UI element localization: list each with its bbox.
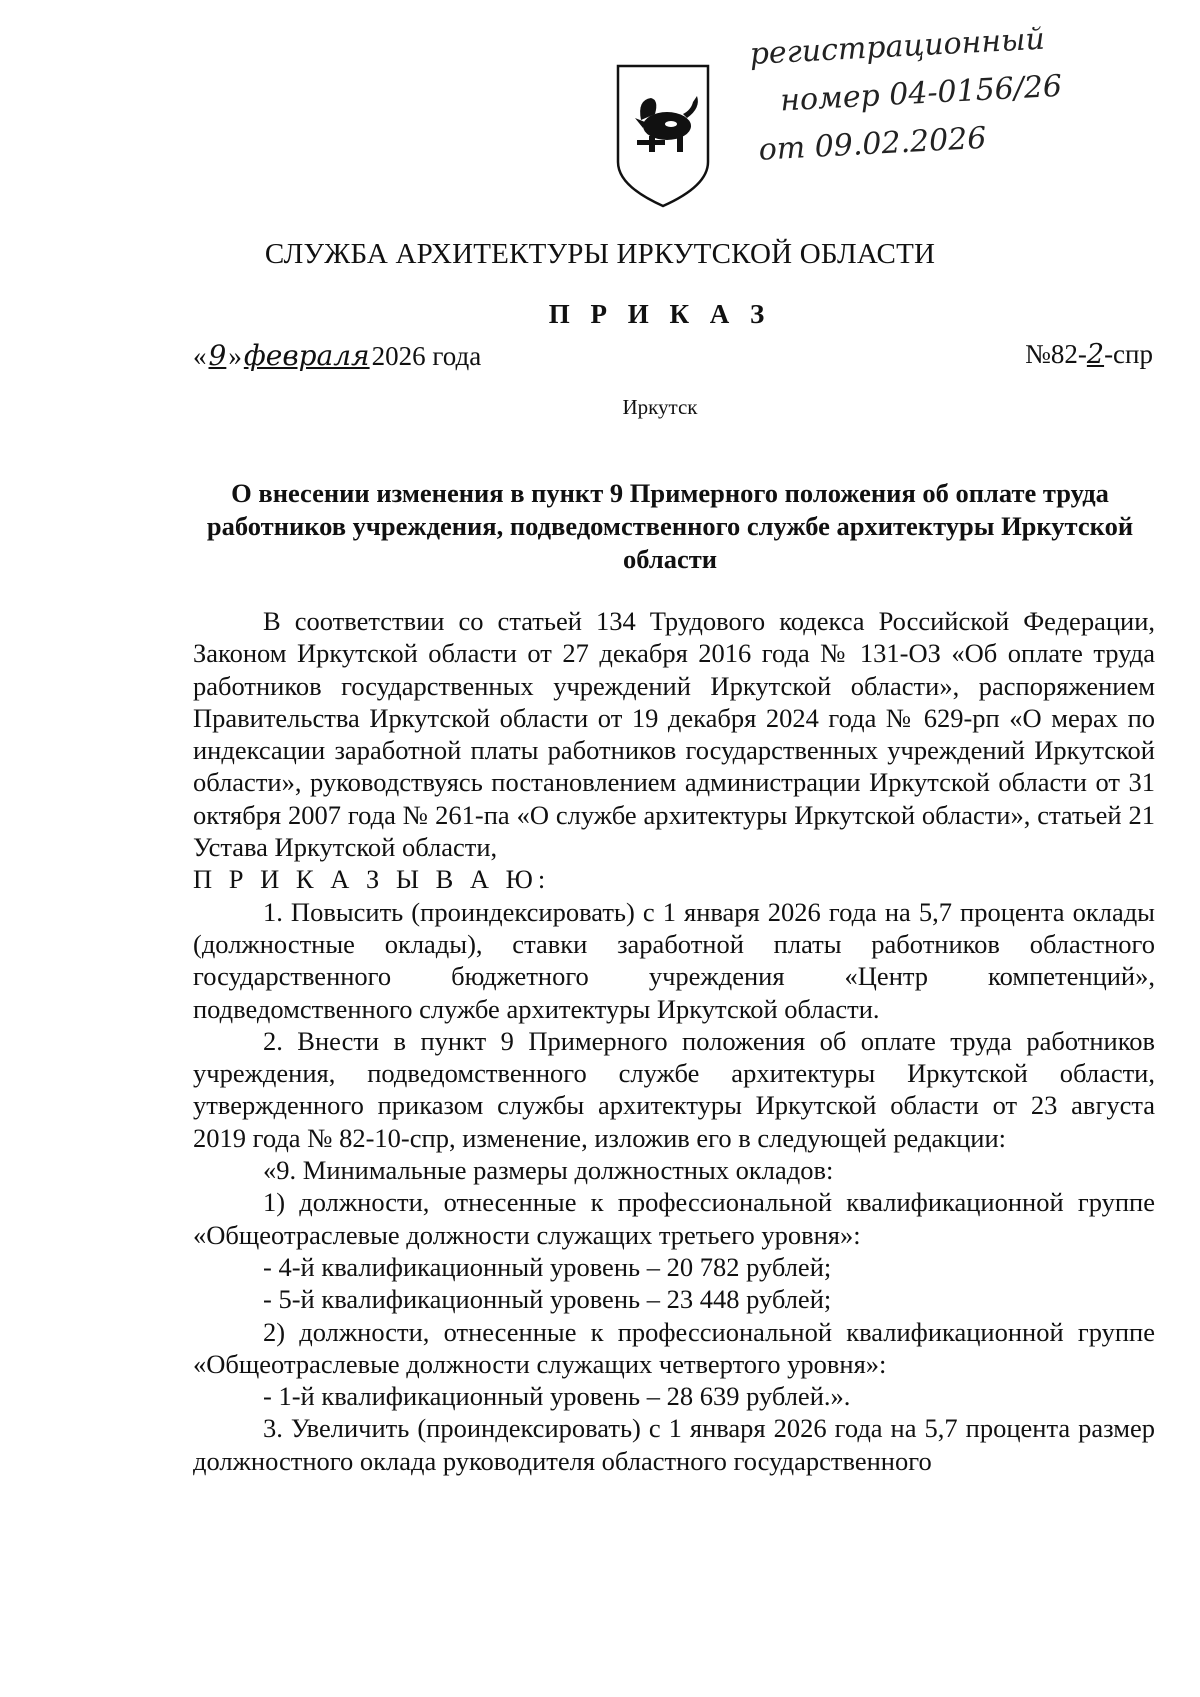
subitem-9-1: 1) должности, отнесенные к профессиональной квалификационной группе «Общеотраслевые должности служащих третьего уровня»: bbox=[193, 1187, 1155, 1250]
document-body bbox=[193, 605, 1155, 1477]
order-number-prefix: №82- bbox=[1025, 339, 1087, 369]
subitem-9-1-level-5: - 5-й квалификационный уровень – 23 448 рублей; bbox=[263, 1284, 832, 1315]
coat-of-arms-icon bbox=[615, 62, 711, 210]
subitem-9-2: 2) должности, отнесенные к профессиональной квалификационной группе «Общеотраслевые должности служащих четвертого уровня»: bbox=[193, 1316, 1155, 1379]
date-open-quote: « bbox=[193, 341, 207, 371]
order-number bbox=[1025, 339, 1153, 370]
registration-note-line: регистрационный bbox=[748, 21, 1046, 73]
preamble-paragraph: В соответствии со статьей 134 Трудового кодекса Российской Федерации, Законом Иркутской области от 27 декабря 2016 года № 131-ОЗ «Об оплате труда работников государственных учреждений Иркутской области», распоряжением Правительства Иркутской области от 19 декабря 2024 года № 629-рп «О мерах по индексации заработной платы работников государственных учреждений Иркутской области», руководствуясь постановлением администрации Иркутской области от 31 октября 2007 года № 261-па «О службе архитектуры Иркутской области», статьей 21 Устава Иркутской области, bbox=[193, 606, 1155, 863]
city-name: Иркутск bbox=[622, 395, 698, 419]
order-number-suffix: -спр bbox=[1104, 339, 1153, 369]
order-item-1: 1. Повысить (проиндексировать) с 1 января 2026 года на 5,7 процента оклады (должностные оклады), ставки заработной платы работников областного государственного бюджетного учреждения «Центр компетенций», подведомственного службе архитектуры Иркутской области. bbox=[193, 896, 1155, 1024]
document-type: П Р И К А З bbox=[548, 299, 772, 329]
order-item-2: 2. Внести в пункт 9 Примерного положения об оплате труда работников учреждения, подведомственного службе архитектуры Иркутской области, утвержденного приказом службы архитектуры Иркутской области от 23 августа 2019 года № 82-10-спр, изменение, изложив его в следующей редакции: bbox=[193, 1025, 1155, 1153]
date-day: 9 bbox=[208, 339, 227, 372]
date-year: 2026 года bbox=[371, 341, 482, 371]
subitem-9-1-level-4: - 4-й квалификационный уровень – 20 782 рублей; bbox=[263, 1251, 832, 1282]
order-number-handwritten: 2 bbox=[1086, 339, 1105, 370]
order-item-3: 3. Увеличить (проиндексировать) с 1 января 2026 года на 5,7 процента размер должностного оклада руководителя областного государственного bbox=[193, 1413, 1155, 1476]
registration-note-line: от 09.02.2026 bbox=[757, 120, 988, 168]
registration-handwritten-note bbox=[749, 9, 1176, 175]
date-close-quote: » bbox=[228, 341, 242, 371]
subitem-9-2-level-1: - 1-й квалификационный уровень – 28 639 рублей.». bbox=[263, 1381, 851, 1412]
date-number-row bbox=[193, 339, 1153, 379]
document-title: О внесении изменения в пункт 9 Примерного положения об оплате труда работников учреждения, подведомственного службе архитектуры Иркутской области bbox=[206, 478, 1134, 574]
order-word: П Р И К А З Ы В А Ю: bbox=[193, 864, 551, 895]
order-date bbox=[193, 339, 481, 372]
subitem-9: «9. Минимальные размеры должностных окладов: bbox=[263, 1155, 834, 1186]
registration-note-line: номер 04-0156/26 bbox=[779, 68, 1063, 119]
date-month: февраля bbox=[243, 339, 370, 372]
coat-of-arms-emblem bbox=[615, 62, 711, 210]
agency-name: СЛУЖБА АРХИТЕКТУРЫ ИРКУТСКОЙ ОБЛАСТИ bbox=[264, 238, 936, 270]
